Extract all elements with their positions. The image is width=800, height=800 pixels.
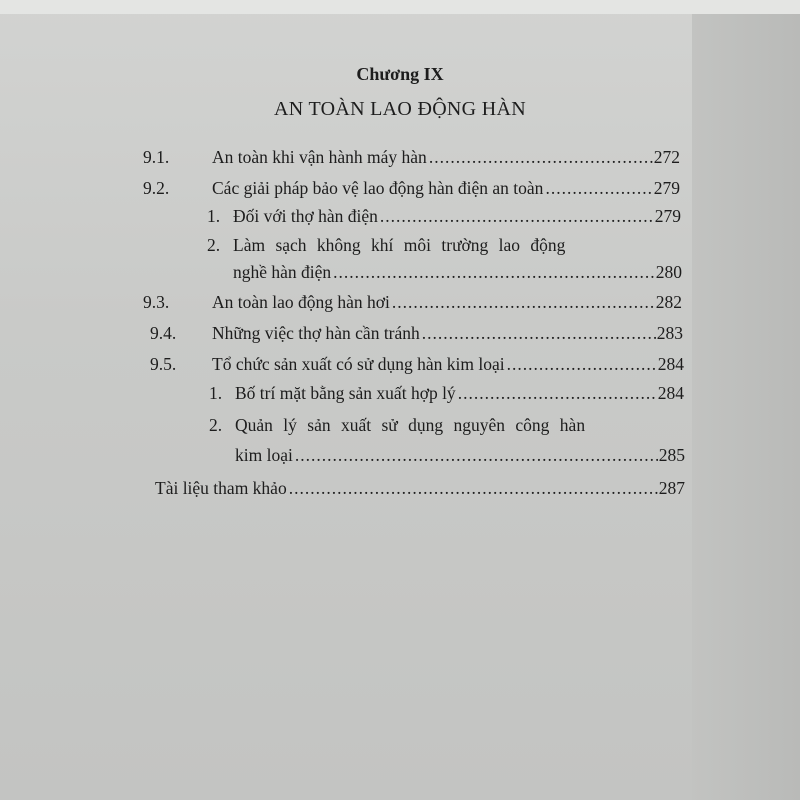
- entry-number: 9.2.: [143, 178, 170, 198]
- entry-text: Các giải pháp bảo vệ lao động hàn điện an toàn: [212, 178, 544, 198]
- entry-number: 9.5.: [150, 354, 177, 374]
- dot-leader: [429, 146, 653, 168]
- entry-number: 2.: [209, 415, 223, 435]
- entry-text-continued: kim loại: [235, 445, 293, 465]
- entry-text: Tài liệu tham khảo: [155, 478, 287, 498]
- entry-number: 9.3.: [143, 292, 170, 312]
- entry-page: 280: [655, 262, 682, 282]
- dot-leader: [458, 382, 657, 404]
- entry-number: 9.1.: [143, 147, 170, 167]
- entry-page: 285: [658, 445, 685, 465]
- entry-page: 284: [657, 383, 684, 403]
- entry-text: Bố trí mặt bằng sản xuất hợp lý: [235, 383, 456, 403]
- entry-number: 1.: [209, 383, 223, 403]
- entry-text-continued: nghề hàn điện: [233, 262, 332, 282]
- toc-subentry: [209, 414, 684, 436]
- dot-leader: [422, 322, 656, 344]
- entry-page: 283: [656, 323, 683, 343]
- toc-entry: [150, 353, 684, 375]
- dot-leader: [545, 177, 652, 199]
- page-top-margin: [0, 0, 800, 14]
- dot-leader: [333, 261, 655, 283]
- entry-text: Quản lý sản xuất sử dụng nguyên công hàn: [235, 415, 586, 435]
- entry-text: Những việc thợ hàn cần tránh: [212, 323, 420, 343]
- entry-page: 287: [658, 478, 685, 498]
- dot-leader: [507, 353, 657, 375]
- toc-subentry: [209, 382, 684, 404]
- toc-entry: [143, 291, 682, 313]
- entry-text: An toàn khi vận hành máy hàn: [212, 147, 427, 167]
- entry-page: 284: [657, 354, 684, 374]
- entry-text: Tổ chức sản xuất có sử dụng hàn kim loại: [212, 354, 505, 374]
- chapter-label: Chương IX: [356, 64, 444, 84]
- entry-text: Làm sạch không khí môi trường lao động: [233, 235, 566, 255]
- toc-subentry-continuation: [233, 261, 682, 283]
- dot-leader: [392, 291, 655, 313]
- dot-leader: [295, 444, 658, 466]
- entry-text: Đối với thợ hàn điện: [233, 206, 378, 226]
- toc-entry-references: [155, 477, 685, 499]
- toc-entry: [143, 146, 680, 168]
- toc-subentry-continuation: [235, 444, 685, 466]
- toc-subentry: [207, 234, 681, 256]
- entry-page: 279: [654, 206, 681, 226]
- entry-page: 282: [655, 292, 682, 312]
- toc-subentry: [207, 205, 681, 227]
- entry-text: An toàn lao động hàn hơi: [212, 292, 390, 312]
- toc-entry: [150, 322, 683, 344]
- entry-number: 1.: [207, 206, 221, 226]
- entry-number: 2.: [207, 235, 221, 255]
- dot-leader: [289, 477, 658, 499]
- entry-page: 272: [653, 147, 680, 167]
- entry-number: 9.4.: [150, 323, 177, 343]
- entry-page: 279: [653, 178, 680, 198]
- toc-entry: [143, 177, 680, 199]
- chapter-title: AN TOÀN LAO ĐỘNG HÀN: [274, 98, 526, 120]
- dot-leader: [380, 205, 654, 227]
